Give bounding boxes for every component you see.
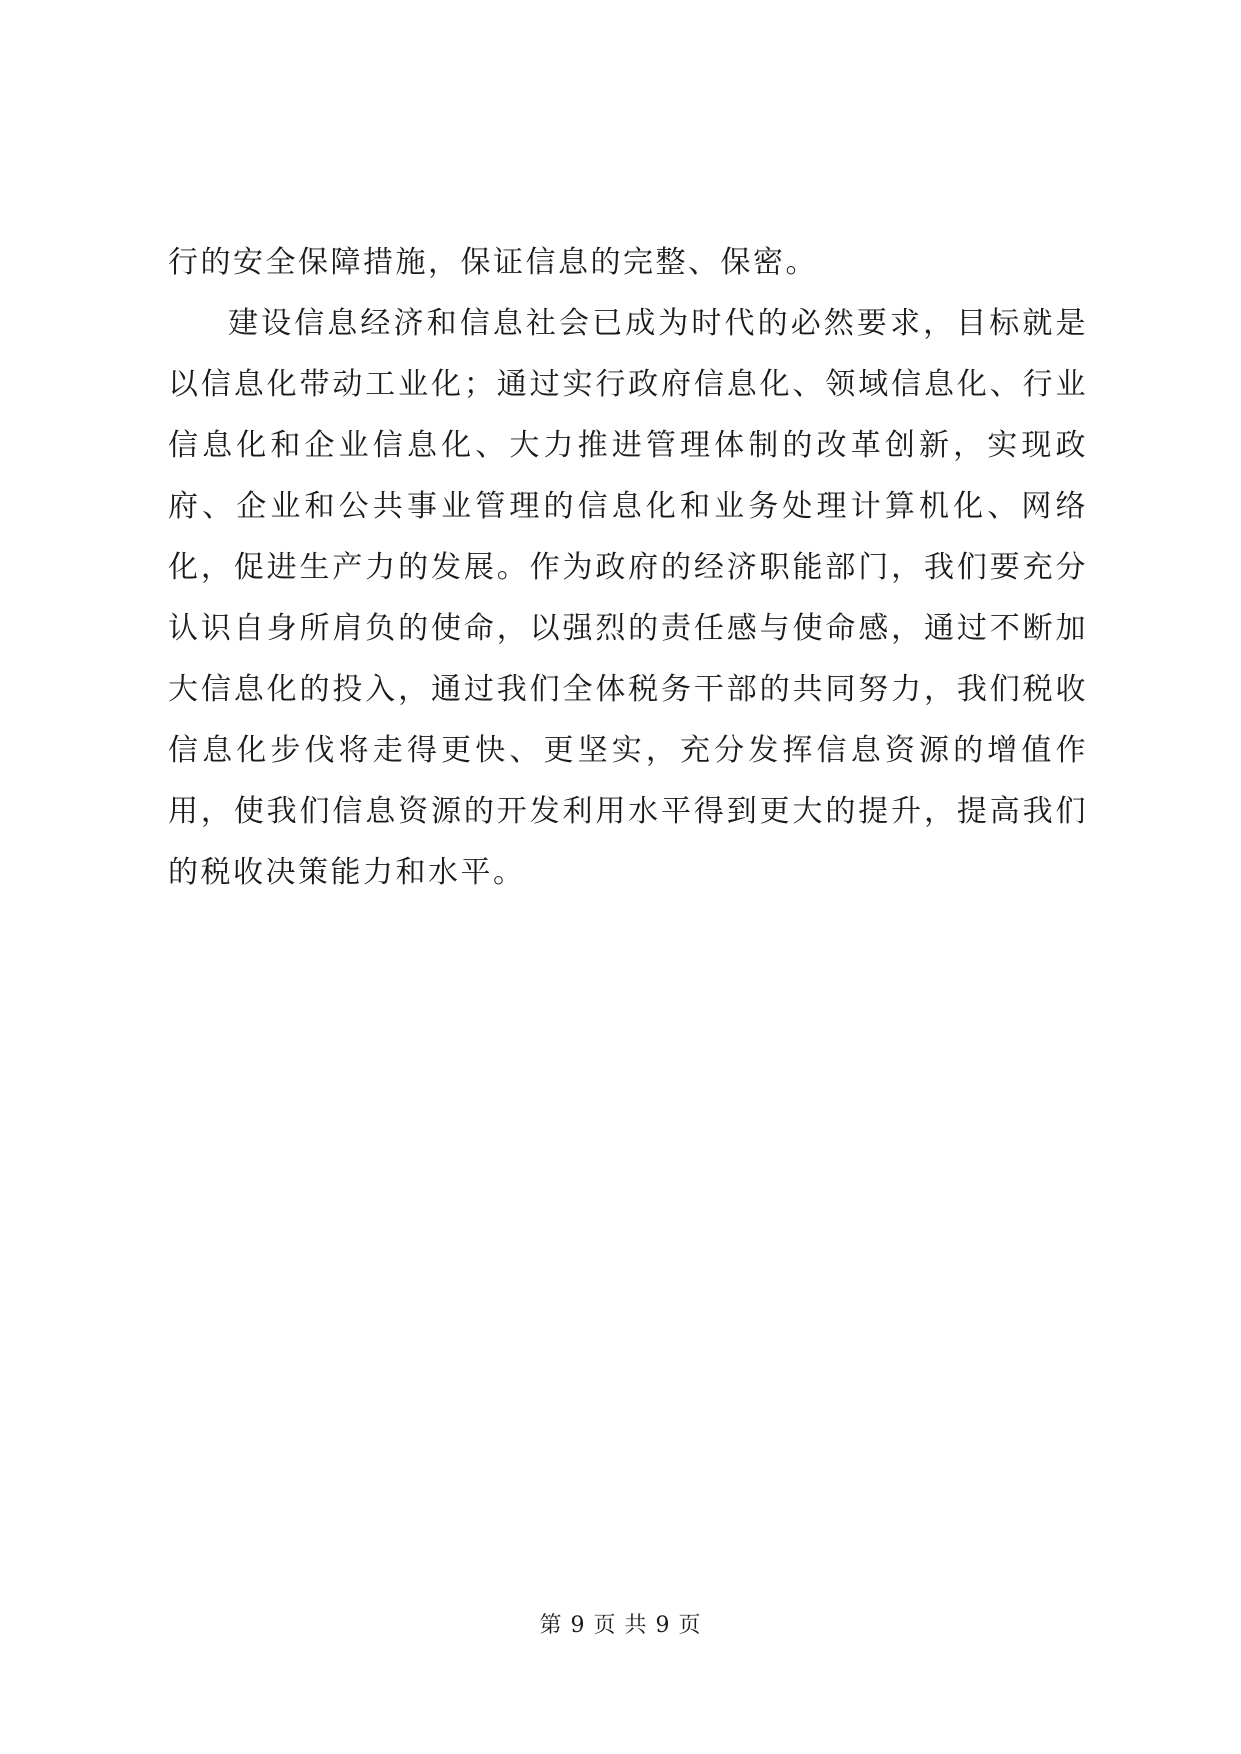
page-number-footer: 第 9 页 共 9 页	[539, 1613, 702, 1638]
paragraph-main: 建设信息经济和信息社会已成为时代的必然要求，目标就是以信息化带动工业化；通过实行政府信息化、领域信息化、行业信息化和企业信息化、大力推进管理体制的改革创新，实现政府、企业和公共事业管理的信息化和业务处理计算机化、网络化，促进生产力的发展。作为政府的经济职能部门，我们要充分认识自身所肩负的使命，以强烈的责任感与使命感，通过不断加大信息化的投入，通过我们全体税务干部的共同努力，我们税收信息化步伐将走得更快、更坚实，充分发挥信息资源的增值作用，使我们信息资源的开发利用水平得到更大的提升，提高我们的税收决策能力和水平。	[168, 306, 1088, 890]
document-body	[168, 232, 1088, 903]
paragraph-continuation: 行的安全保障措施，保证信息的完整、保密。	[168, 245, 818, 280]
